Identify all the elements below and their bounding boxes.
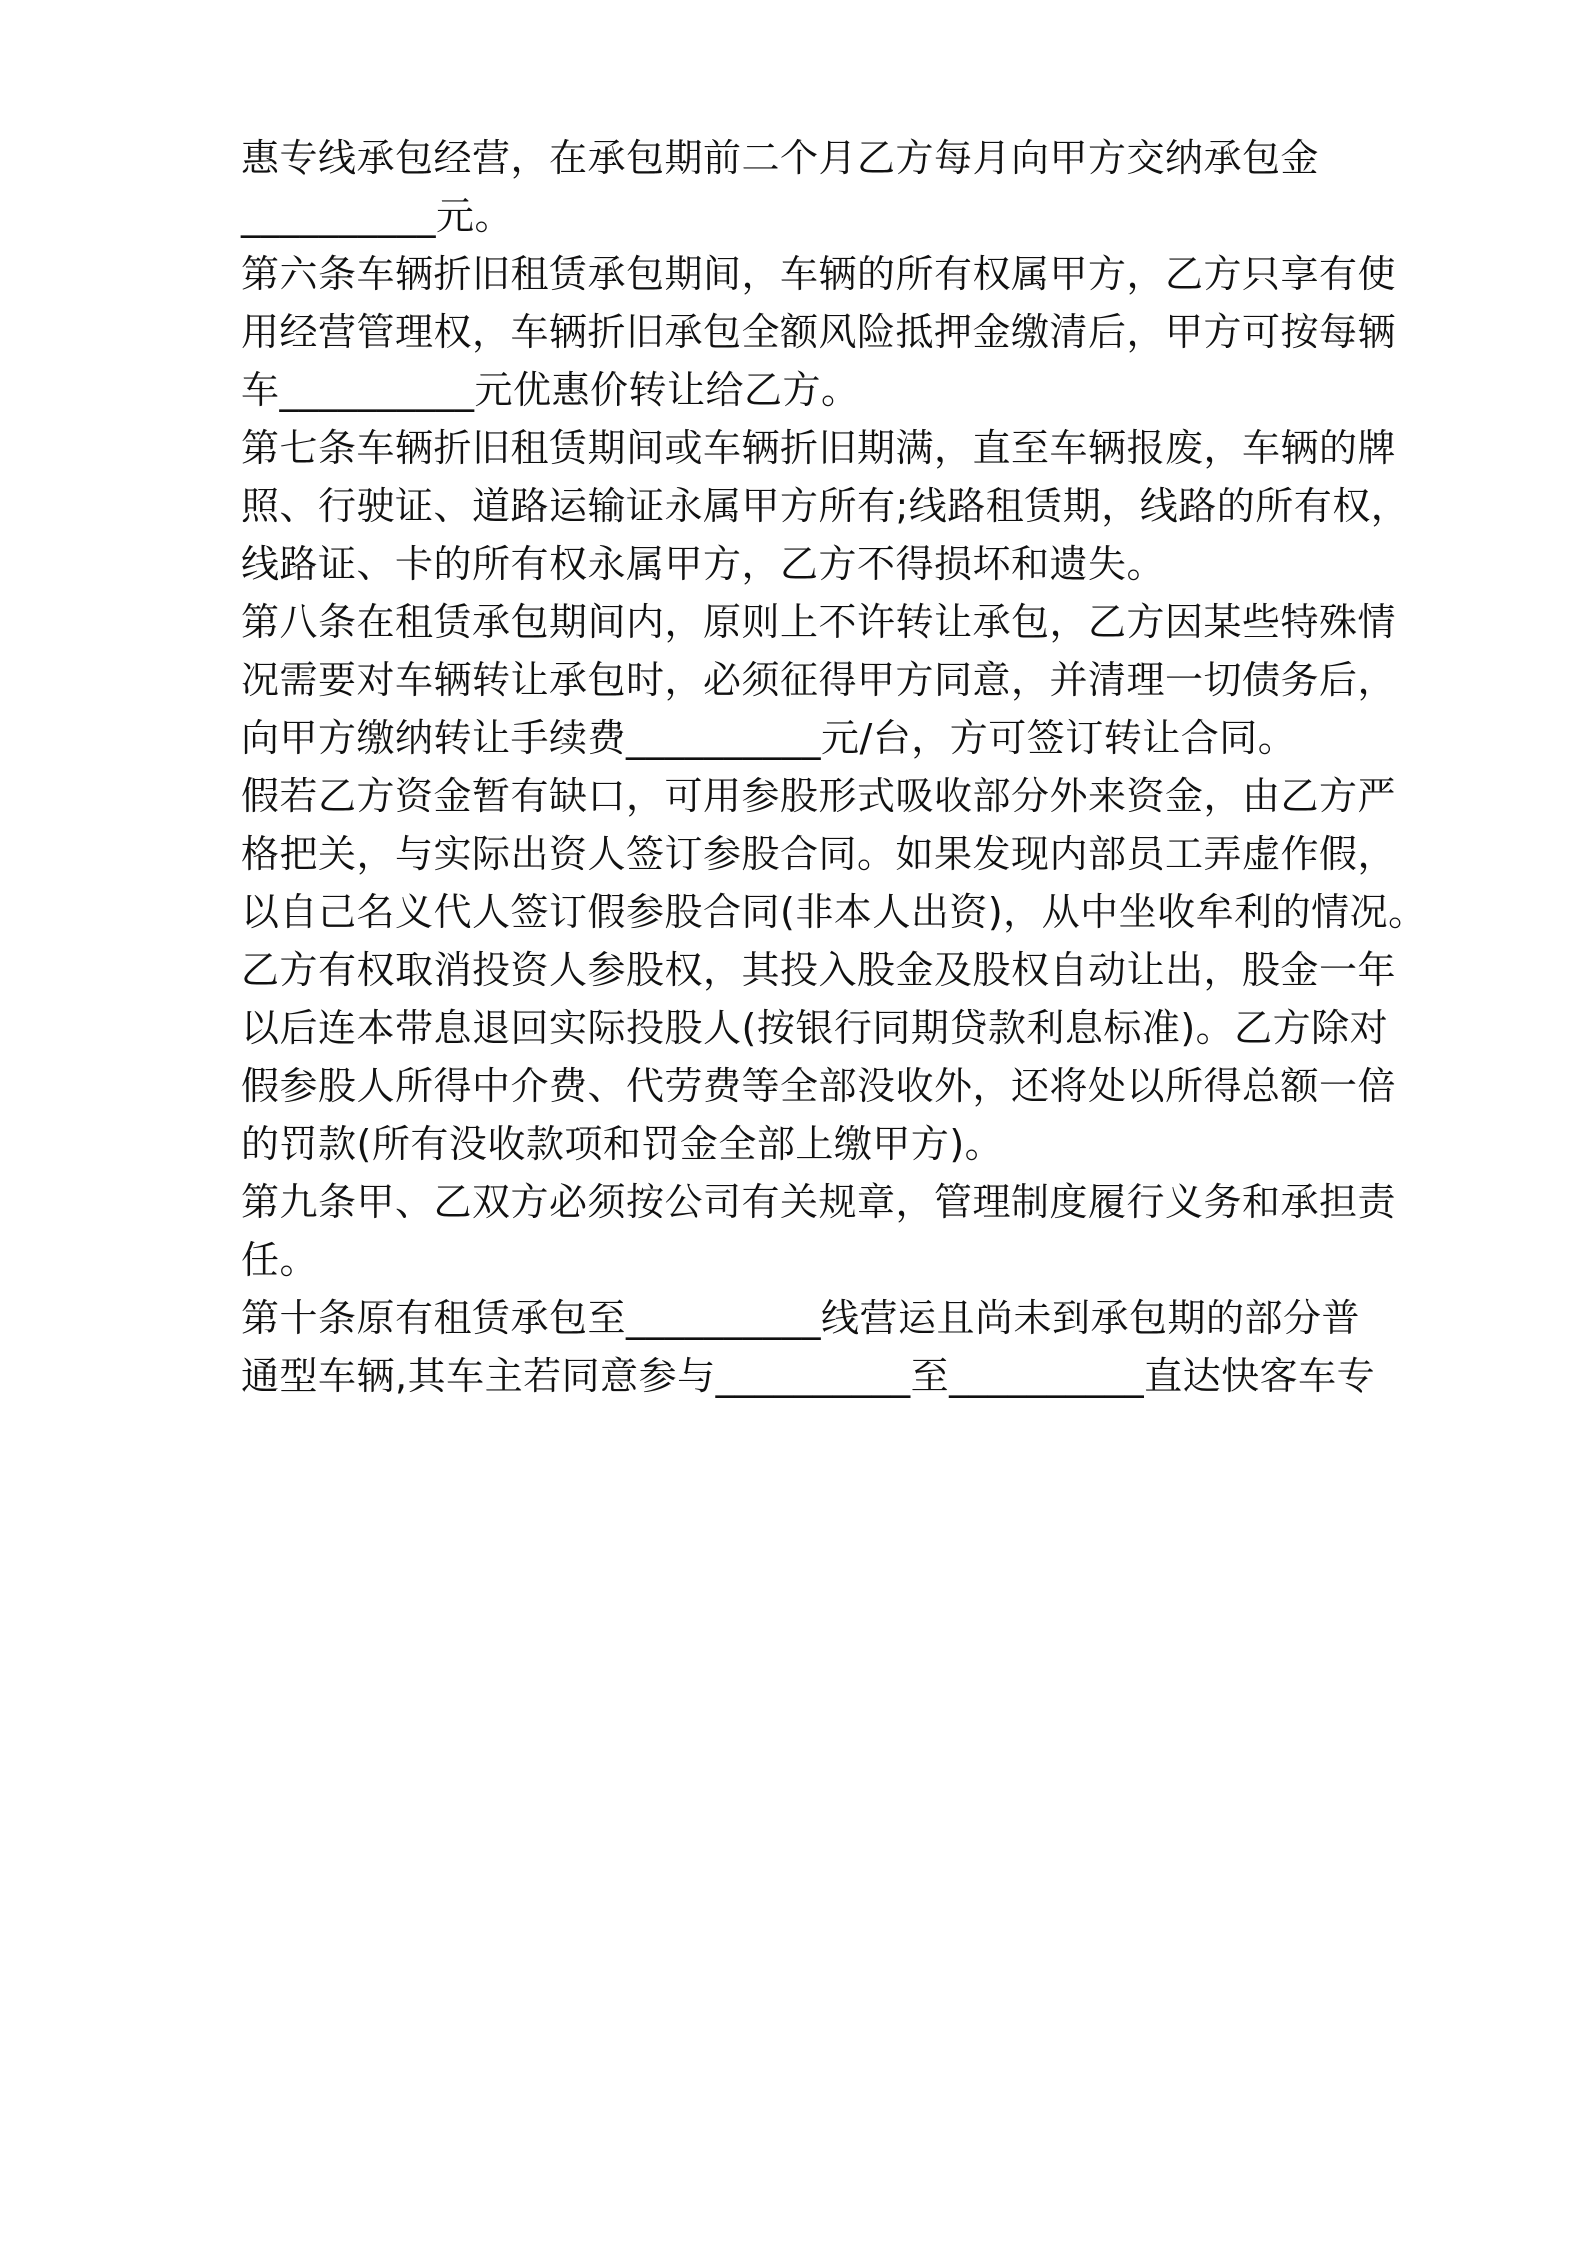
- text-line: 况需要对车辆转让承包时，必须征得甲方同意，并清理一切债务后，: [241, 658, 1397, 702]
- text-line: 线路证、卡的所有权永属甲方，乙方不得损坏和遗失。: [241, 542, 1166, 586]
- text-line: 以后连本带息退回实际投股人(按银行同期贷款利息标准)。乙方除对: [241, 1006, 1389, 1050]
- text-line: 车__________元优惠价转让给乙方。: [241, 368, 860, 412]
- text-line: 以自己名义代人签订假参股合同(非本人出资)，从中坐收牟利的情况。: [241, 890, 1427, 934]
- text-line: 乙方有权取消投资人参股权，其投入股金及股权自动让出，股金一年: [241, 948, 1397, 992]
- text-line: 第九条甲、乙双方必须按公司有关规章，管理制度履行义务和承担责: [241, 1180, 1397, 1224]
- text-line: 的罚款(所有没收款项和罚金全部上缴甲方)。: [241, 1122, 1004, 1166]
- text-line: 向甲方缴纳转让手续费__________元/台，方可签订转让合同。: [241, 716, 1297, 760]
- text-line: 假若乙方资金暂有缺口，可用参股形式吸收部分外来资金，由乙方严: [241, 774, 1397, 818]
- text-line: 格把关，与实际出资人签订参股合同。如果发现内部员工弄虚作假，: [241, 832, 1397, 876]
- text-line: 第十条原有租赁承包至__________线营运且尚未到承包期的部分普: [241, 1296, 1361, 1340]
- text-line: __________元。: [241, 194, 514, 238]
- text-line: 第六条车辆折旧租赁承包期间，车辆的所有权属甲方，乙方只享有使: [241, 252, 1397, 296]
- text-line: 第八条在租赁承包期间内，原则上不许转让承包，乙方因某些特殊情: [241, 600, 1397, 644]
- text-line: 第七条车辆折旧租赁期间或车辆折旧期满，直至车辆报废，车辆的牌: [241, 426, 1397, 470]
- text-line: 用经营管理权，车辆折旧承包全额风险抵押金缴清后，甲方可按每辆: [241, 310, 1397, 354]
- text-line: 照、行驶证、道路运输证永属甲方所有;线路租赁期，线路的所有权，: [241, 484, 1410, 528]
- text-line: 任。: [241, 1238, 319, 1282]
- text-line: 惠专线承包经营，在承包期前二个月乙方每月向甲方交纳承包金: [241, 136, 1320, 180]
- text-line: 通型车辆,其车主若同意参与__________至__________直达快客车专: [241, 1354, 1376, 1398]
- text-line: 假参股人所得中介费、代劳费等全部没收外，还将处以所得总额一倍: [241, 1064, 1397, 1108]
